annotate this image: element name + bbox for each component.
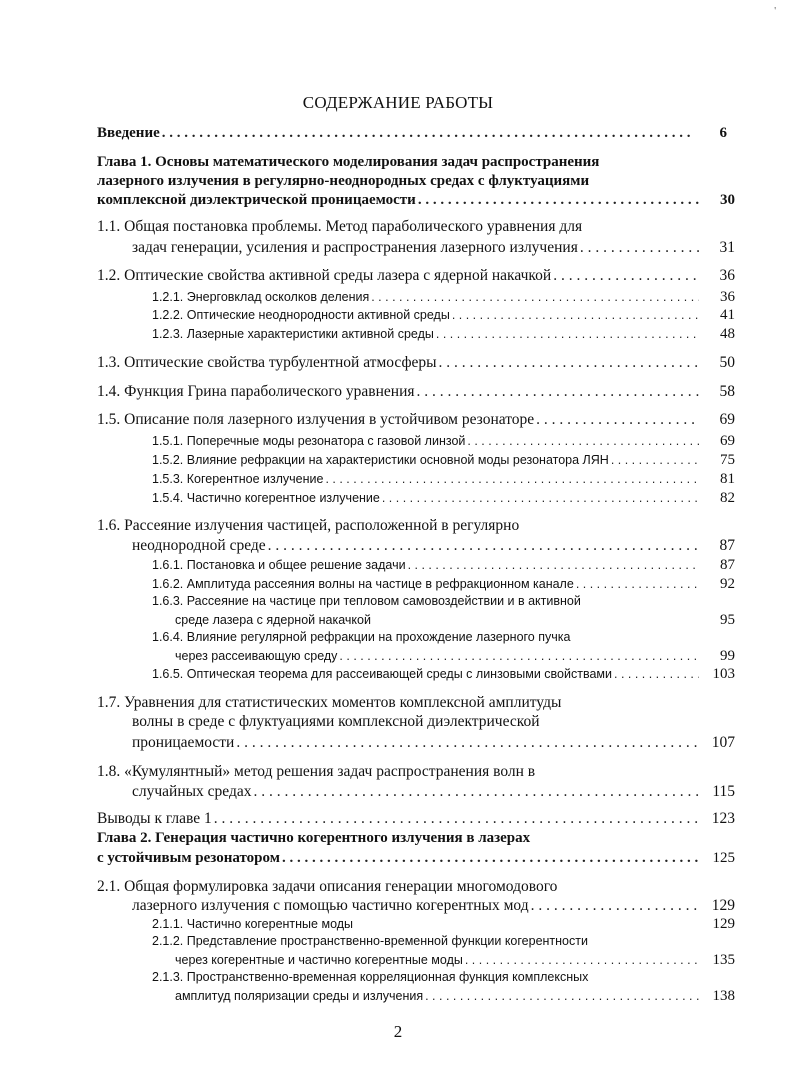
leader-dots bbox=[236, 734, 699, 752]
toc-page: 87 bbox=[720, 557, 735, 573]
toc-page: 50 bbox=[719, 354, 735, 371]
toc-page: 81 bbox=[720, 471, 735, 487]
leader-dots bbox=[282, 850, 699, 867]
toc-page: 31 bbox=[719, 239, 735, 256]
toc-entry-1-1-line-1: 1.1. Общая постановка проблемы. Метод параболического уравнения для bbox=[97, 218, 583, 235]
toc-entry-1-6 bbox=[132, 537, 735, 555]
leader-dots bbox=[371, 290, 699, 304]
toc-page: 87 bbox=[719, 537, 735, 554]
toc-entry-1-2 bbox=[97, 267, 735, 285]
leader-dots bbox=[467, 434, 699, 448]
leader-dots bbox=[339, 649, 699, 663]
toc-entry-chapter-1 bbox=[97, 192, 735, 209]
leader-dots bbox=[162, 125, 691, 142]
toc-entry-1-6-1 bbox=[152, 557, 735, 574]
leader-dots bbox=[325, 472, 699, 486]
toc-label: 1.2. Оптические свойства активной среды лазера с ядерной накачкой bbox=[97, 267, 552, 284]
toc-entry-1-6-5 bbox=[152, 666, 735, 683]
toc-label: через рассеивающую среду bbox=[175, 649, 338, 663]
toc-label: 1.2.2. Оптические неоднородности активной среды bbox=[152, 308, 450, 322]
toc-entry-chapter-1-line-1: Глава 1. Основы математического моделирования задач распространения bbox=[97, 154, 600, 170]
toc-page: 75 bbox=[720, 452, 735, 468]
toc-page: 138 bbox=[712, 988, 735, 1004]
leader-dots bbox=[408, 558, 699, 572]
toc-label: 1.2.3. Лазерные характеристики активной среды bbox=[152, 327, 434, 341]
toc-entry-1-6-4-line-1: 1.6.4. Влияние регулярной рефракции на прохождение лазерного пучка bbox=[152, 630, 571, 644]
page-number: 2 bbox=[393, 1022, 403, 1041]
leader-dots bbox=[436, 327, 699, 341]
toc-entry-2-1-2 bbox=[175, 952, 735, 969]
toc-page: 92 bbox=[720, 576, 735, 592]
toc-label: задач генерации, усиления и распространения лазерного излучения bbox=[132, 239, 578, 256]
leader-dots bbox=[417, 383, 699, 401]
toc-label: неоднородной среде bbox=[132, 537, 266, 554]
toc-entry-1-6-3 bbox=[175, 612, 735, 629]
leader-dots bbox=[382, 491, 699, 505]
toc-entry-1-5-2 bbox=[152, 452, 735, 469]
toc-page: 95 bbox=[720, 612, 735, 628]
toc-label: 1.5.1. Поперечные моды резонатора с газовой линзой bbox=[152, 434, 466, 448]
toc-entry-1-7-line-2: волны в среде с флуктуациями комплексной диэлектрической bbox=[132, 713, 540, 730]
toc-label: с устойчивым резонатором bbox=[97, 850, 280, 866]
toc-label: 1.6.5. Оптическая теорема для рассеивающей среды с линзовыми свойствами bbox=[152, 667, 612, 681]
toc-page: 107 bbox=[711, 734, 735, 751]
toc-page: 99 bbox=[720, 648, 735, 664]
toc-label: 2.1.1. Частично когерентные моды bbox=[152, 917, 354, 931]
toc-entry-2-1-3 bbox=[175, 988, 735, 1005]
toc-label: 1.5.2. Влияние рефракции на характеристики основной моды резонатора ЛЯН bbox=[152, 453, 609, 467]
toc-label: проницаемости bbox=[132, 734, 235, 751]
toc-page: 36 bbox=[719, 267, 735, 284]
toc-label: 1.3. Оптические свойства турбулентной атмосферы bbox=[97, 354, 437, 371]
leader-dots bbox=[418, 192, 699, 209]
toc-page: 58 bbox=[719, 383, 735, 400]
toc-page: 129 bbox=[712, 916, 735, 932]
toc-page: 115 bbox=[712, 783, 735, 800]
toc-page: 6 bbox=[719, 125, 727, 141]
leader-dots bbox=[576, 577, 699, 591]
toc-label: 1.6.1. Постановка и общее решение задачи bbox=[152, 558, 406, 572]
toc-entry-1-7-line-1: 1.7. Уравнения для статистических моментов комплексной амплитуды bbox=[97, 694, 562, 711]
toc-entry-1-6-3-line-1: 1.6.3. Рассеяние на частице при тепловом самовоздействии и в активной bbox=[152, 594, 581, 608]
toc-entry-1-4 bbox=[97, 383, 735, 401]
toc-entry-conclusions-1 bbox=[97, 810, 735, 828]
toc-label: амплитуд поляризации среды и излучения bbox=[175, 989, 424, 1003]
toc-entry-1-2-1 bbox=[152, 289, 735, 306]
toc-entry-chapter-1-line-2: лазерного излучения в регулярно-неоднородных средах с флуктуациями bbox=[97, 173, 590, 189]
toc-page: 125 bbox=[712, 850, 735, 866]
toc-page: 123 bbox=[711, 810, 735, 827]
toc-entry-intro bbox=[97, 125, 727, 142]
toc-label: через когерентные и частично когерентные моды bbox=[175, 953, 463, 967]
toc-entry-1-6-4 bbox=[175, 648, 735, 665]
leader-dots bbox=[268, 537, 699, 555]
leader-dots bbox=[425, 989, 699, 1003]
toc-label: 1.5.3. Когерентное излучение bbox=[152, 472, 324, 486]
toc-entry-1-1 bbox=[132, 239, 735, 257]
leader-dots bbox=[614, 667, 699, 681]
page-title: СОДЕРЖАНИЕ РАБОТЫ bbox=[302, 93, 494, 112]
toc-entry-1-6-line-1: 1.6. Рассеяние излучения частицей, расположенной в регулярно bbox=[97, 517, 520, 534]
toc-label: 1.5.4. Частично когерентное излучение bbox=[152, 491, 380, 505]
toc-entry-1-7 bbox=[132, 734, 735, 752]
toc-entry-1-5-1 bbox=[152, 433, 735, 450]
toc-label: случайных средах bbox=[132, 783, 252, 800]
leader-dots bbox=[536, 411, 699, 429]
toc-page: 135 bbox=[712, 952, 735, 968]
toc-page: 48 bbox=[720, 326, 735, 342]
toc-entry-chapter-2-line-1: Глава 2. Генерация частично когерентного излучения в лазерах bbox=[97, 830, 531, 846]
toc-entry-1-6-2 bbox=[152, 576, 735, 593]
toc-label: 1.2.1. Энерговклад осколков деления bbox=[152, 290, 370, 304]
toc-page: 69 bbox=[720, 433, 735, 449]
toc-label: лазерного излучения с помощью частично когерентных мод bbox=[132, 897, 529, 914]
toc-page: 82 bbox=[720, 490, 735, 506]
toc-page: 103 bbox=[712, 666, 735, 682]
toc-label: комплексной диэлектрической проницаемости bbox=[97, 192, 416, 208]
toc-entry-1-8 bbox=[132, 783, 735, 801]
leader-dots bbox=[465, 953, 699, 967]
toc-label: Введение bbox=[97, 125, 160, 141]
toc-label: 1.4. Функция Грина параболического уравнения bbox=[97, 383, 415, 400]
toc-page: 129 bbox=[711, 897, 735, 914]
toc-label: 1.5. Описание поля лазерного излучения в устойчивом резонаторе bbox=[97, 411, 535, 428]
leader-dots bbox=[439, 354, 699, 372]
toc-entry-2-1-line-1: 2.1. Общая формулировка задачи описания генерации многомодового bbox=[97, 878, 558, 895]
corner-mark: ' bbox=[774, 6, 776, 17]
leader-dots bbox=[580, 239, 699, 257]
toc-entry-chapter-2 bbox=[97, 850, 735, 867]
leader-dots bbox=[531, 897, 699, 915]
toc-entry-1-2-2 bbox=[152, 307, 735, 324]
toc-entry-1-8-line-1: 1.8. «Кумулянтный» метод решения задач распространения волн в bbox=[97, 763, 536, 780]
toc-entry-1-5-4 bbox=[152, 490, 735, 507]
toc-entry-1-5 bbox=[97, 411, 735, 429]
toc-entry-1-2-3 bbox=[152, 326, 735, 343]
toc-entry-2-1 bbox=[132, 897, 735, 915]
leader-dots bbox=[214, 810, 699, 828]
toc-label: среде лазера с ядерной накачкой bbox=[175, 613, 371, 627]
toc-label: 1.6.2. Амплитуда рассеяния волны на частице в рефракционном канале bbox=[152, 577, 574, 591]
toc-entry-2-1-3-line-1: 2.1.3. Пространственно-временная корреляционная функция комплексных bbox=[152, 970, 589, 984]
toc-entry-2-1-1 bbox=[152, 916, 735, 933]
toc-page: 30 bbox=[720, 192, 735, 208]
toc-entry-1-5-3 bbox=[152, 471, 735, 488]
toc-label: Выводы к главе 1 bbox=[97, 810, 212, 827]
toc-page: 36 bbox=[720, 289, 735, 305]
leader-dots bbox=[452, 308, 699, 322]
toc-entry-1-3 bbox=[97, 354, 735, 372]
toc-page: 69 bbox=[719, 411, 735, 428]
toc-page: 41 bbox=[720, 307, 735, 323]
leader-dots bbox=[254, 783, 700, 801]
toc-entry-2-1-2-line-1: 2.1.2. Представление пространственно-временной функции когерентности bbox=[152, 934, 588, 948]
leader-dots bbox=[553, 267, 699, 285]
leader-dots bbox=[611, 453, 699, 467]
